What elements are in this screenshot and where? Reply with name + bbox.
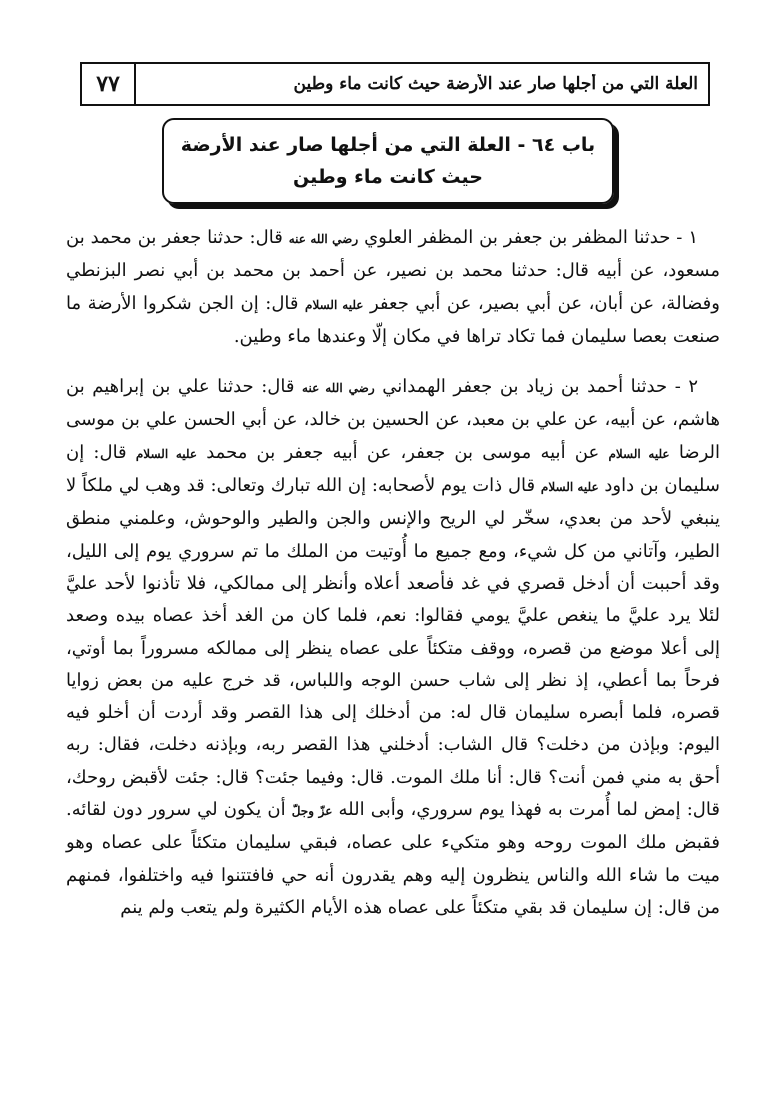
body-text — [66, 222, 720, 924]
hadith-1 — [66, 222, 720, 353]
hadith-2-part-b: قال: حدثنا علي بن إبراهيم بن هاشم، عن أبيه، عن علي بن معبد، عن الحسين بن خالد، عن أبي الحسن علي بن موسى الرضا — [66, 376, 720, 463]
chapter-title-line-1: باب ٦٤ - العلة التي من أجلها صار عند الأرضة — [180, 134, 596, 156]
honorific-mark: عليه السلام — [305, 297, 364, 312]
running-header — [80, 62, 710, 106]
chapter-title-box — [162, 118, 614, 204]
honorific-mark: عليه السلام — [608, 446, 670, 461]
honorific-mark: رضي الله عنه — [288, 232, 359, 246]
honorific-mark: عليه السلام — [135, 446, 198, 461]
hadith-2-part-f: أن يكون لي سرور دون لقائه. فقبض ملك الموت روحه وهو متكيء على عصاه، فبقي سليمان متكئاً على عصاه وهو ميت ما شاء الله والناس ينظرون إليه وهم يقدرون أنه حي فافتتنوا فيه واختلفوا، فمنهم من قال: إن سليمان قد بقي متكئاً على عصاه هذه الأيام الكثيرة ولم يتعب ولم ينم — [66, 799, 720, 918]
hadith-1-part-a: ١ - حدثنا المظفر بن جعفر بن المظفر العلوي — [364, 227, 698, 248]
hadith-2-part-c: عن أبيه موسى بن جعفر، عن أبيه جعفر بن محمد — [206, 441, 600, 463]
honorific-mark: رضي الله عنه — [302, 381, 375, 396]
honorific-mark: عليه السلام — [540, 480, 599, 495]
hadith-2-part-a: ٢ - حدثنا أحمد بن زياد بن جعفر الهمداني — [382, 376, 698, 398]
page-number: ٧٧ — [82, 64, 136, 104]
hadith-2-part-d: قال: إن سليمان بن داود — [66, 441, 720, 497]
running-header-title: العلة التي من أجلها صار عند الأرضة حيث كانت ماء وطين — [293, 74, 698, 94]
hadith-1-part-b: قال: حدثنا جعفر بن محمد بن مسعود، عن أبيه قال: حدثنا محمد بن نصير، عن أحمد بن محمد بن أبي نصر البزنطي وفضالة، عن أبان، عن أبي بصير، عن أبي جعفر — [66, 227, 720, 314]
hadith-2 — [66, 371, 720, 924]
hadith-2-part-e: قال ذات يوم لأصحابه: إن الله تبارك وتعالى: قد وهب لي ملكاً لا ينبغي لأحد من بعدي، سخّر لي الريح والإنس والجن والطير والوحوش، وعلمني منطق الطير، وآتاني من كل شيء، ومع جميع ما أُوتيت من الملك ما تم سروري يوم إلى الليل، وقد أحببت أن أدخل قصري في غد فأصعد أعلاه وأنظر إلى ممالكي، فلا تأذنوا لأحد عليَّ لئلا يرد عليَّ ما ينغص عليَّ يومي فقالوا: نعم، فلما كان من الغد أخذ عصاه بيده وصعد إلى أعلا موضع من قصره، ووقف متكئاً على عصاه ينظر إلى ممالكه مسروراً بما أوتي، فرحاً بما أعطي، إذ نظر إلى شاب حسن الوجه واللباس، قد خرج عليه من بعض زوايا قصره، فلما أبصره سليمان قال له: من أدخلك إلى هذا القصر وقد أردت أن أخلو فيه اليوم: وبإذن من دخلت؟ قال الشاب: أدخلني هذا القصر ربه، وبإذنه دخلت، فقال: ربه أحق به مني فمن أنت؟ قال: أنا ملك الموت. قال: وفيما جئت؟ قال: جئت لأقبض روحك، قال: إمض لما أُمرت به فهذا يوم سروري، وأبى الله — [66, 475, 721, 821]
hadith-1-part-c: قال: إن الجن شكروا الأرضة ما صنعت بعصا سليمان فما تكاد تراها في مكان إلّا وعندها ماء وطين. — [66, 292, 720, 347]
chapter-title-line-2: حيث كانت ماء وطين — [292, 166, 483, 188]
honorific-mark: عزّ وجلّ — [291, 804, 333, 819]
